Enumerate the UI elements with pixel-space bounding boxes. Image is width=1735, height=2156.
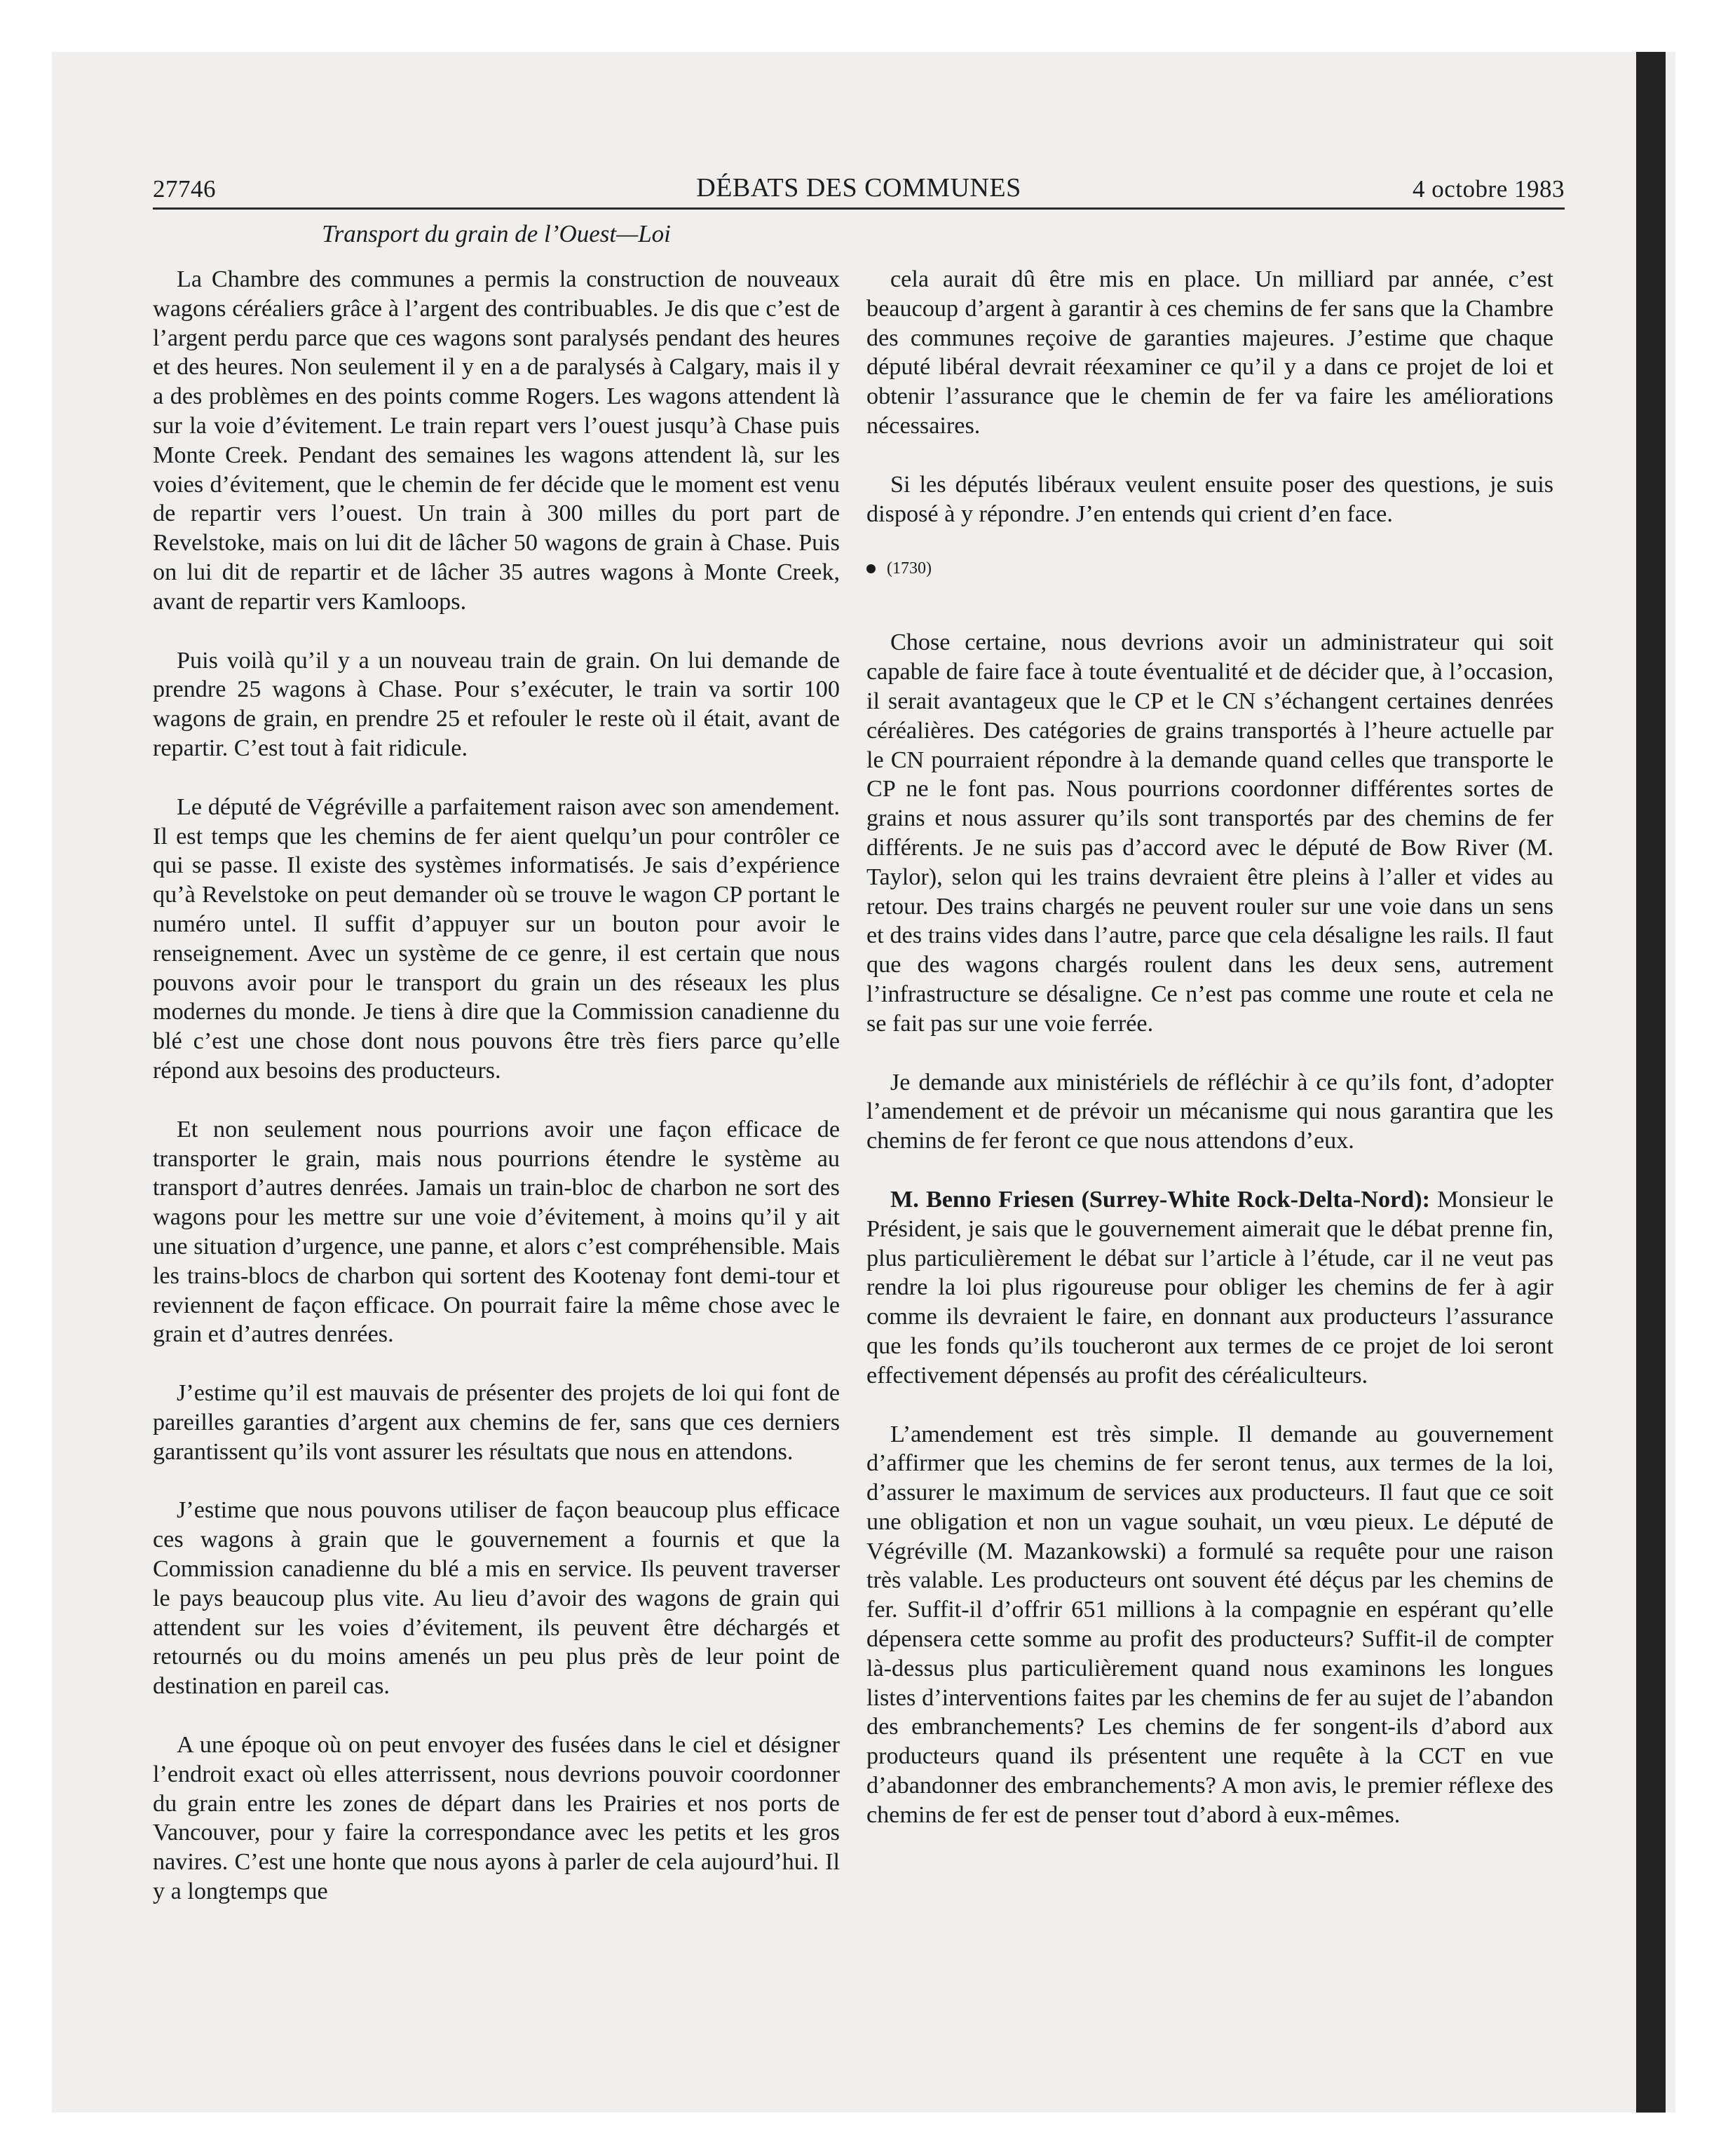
speaker-name: M. Benno Friesen (Surrey-White Rock-Delta-Nord):	[890, 1186, 1431, 1213]
speech-paragraph	[866, 1185, 1553, 1391]
paragraph: J’estime qu’il est mauvais de présenter des projets de loi qui font de pareilles garanties d’argent aux chemins de fer, sans que ces derniers garantissent qu’ils vont assurer les résultats que nous en attendons.	[153, 1380, 840, 1465]
paragraph: Puis voilà qu’il y a un nouveau train de grain. On lui demande de prendre 25 wagons à Chase. Pour s’exécuter, le train va sortir 100 wagons de grain, en prendre 25 et refouler le reste où il était, avant de repartir. C’est tout à fait ridicule.	[153, 647, 840, 761]
paragraph: Chose certaine, nous devrions avoir un administrateur qui soit capable de faire face à toute éventualité et de décider que, à l’occasion, il serait avantageux que le CP et le CN s’échangent certaines denrées céréalières. Des catégories de grains transportés à l’heure actuelle par le CN pourraient répondre à la demande quand celles que transporte le CP ne le font pas. Nous pourrions coordonner différentes sortes de grains et nous assurer qu’ils sont transportés par des chemins de fer différents. Je ne suis pas d’accord avec le député de Bow River (M. Taylor), selon qui les trains devraient être pleins à l’aller et vides au retour. Des trains chargés ne peuvent rouler sur une voie dans un sens et des trains vides dans l’autre, parce que cela désaligne les rails. Il faut que des wagons chargés roulent dans les deux sens, autrement l’infrastructure se désaligne. Ce n’est pas comme une route et cela ne se fait pas sur une voie ferrée.	[866, 629, 1553, 1037]
page-header	[153, 165, 1565, 210]
paragraph: Si les députés libéraux veulent ensuite poser des questions, je suis disposé à y répondre. J’en entends qui crient d’en face.	[866, 471, 1553, 527]
paragraph: L’amendement est très simple. Il demande au gouvernement d’affirmer que les chemins de fer seront tenus, aux termes de la loi, d’assurer le maximum de services aux producteurs. Il faut que ce soit une obligation et non un vague souhait, un vœu pieux. Le député de Végréville (M. Mazankowski) a formulé sa requête pour une raison très valable. Les producteurs ont souvent été déçus par les chemins de fer. Suffit-il d’offrir 651 millions à la compagnie en espérant qu’elle dépensera cette somme au profit des producteurs? Suffit-il de compter là-dessus plus particulièrement quand nous examinons les longues listes d’interventions faites par les chemins de fer au sujet de l’abandon des embranchements? Les chemins de fer songent-ils d’abord aux producteurs quand ils présentent une requête à la CCT en vue d’abandonner des embranchements? A mon avis, le premier réflexe des chemins de fer est de penser tout d’abord à eux-mêmes.	[866, 1421, 1553, 1828]
publication-title: DÉBATS DES COMMUNES	[696, 173, 1021, 203]
right-column	[866, 265, 1553, 1860]
page-date: 4 octobre 1983	[1413, 175, 1565, 203]
paragraph: La Chambre des communes a permis la construction de nouveaux wagons céréaliers grâce à l’argent des contribuables. Je dis que c’est de l’argent perdu parce que ces wagons sont paralysés pendant des heures et des heures. Non seulement il y en a de paralysés à Calgary, mais il y a des problèmes en des points comme Rogers. Les wagons attendent là sur la voie d’évitement. Le train repart vers l’ouest jusqu’à Chase puis Monte Creek. Pendant des semaines les wagons attendent là, sur les voies d’évitement, que le chemin de fer décide que le moment est venu de repartir vers l’ouest. Un train à 300 milles du port part de Revelstoke, mais on lui dit de lâcher 50 wagons de grain à Chase. Puis on lui dit de repartir et de lâcher 35 autres wagons à Monte Creek, avant de repartir vers Kamloops.	[153, 266, 840, 615]
paragraph: J’estime que nous pouvons utiliser de façon beaucoup plus efficace ces wagons à grain que le gouvernement a fournis et que la Commission canadienne du blé a mis en service. Ils peuvent traverser le pays beaucoup plus vite. Au lieu d’avoir des wagons de grain qui attendent sur les voies d’évitement, ils peuvent être déchargés et retournés ou du moins amenés un peu plus près de leur point de destination en pareil cas.	[153, 1497, 840, 1700]
speech-text: Monsieur le Président, je sais que le gouvernement aimerait que le débat prenne fin, plus particulièrement le débat sur l’article à l’étude, car il ne veut pas rendre la loi plus rigoureuse pour obliger les chemins de fer à agir comme ils devraient le faire, en donnant aux producteurs l’assurance que les fonds qu’ils toucheront aux termes de ce projet de loi seront effectivement dépensés au profit des céréaliculteurs.	[866, 1186, 1553, 1389]
scan-edge-bar	[1636, 52, 1666, 2113]
paragraph: Le député de Végréville a parfaitement raison avec son amendement. Il est temps que les chemins de fer aient quelqu’un pour contrôler ce qui se passe. Il existe des systèmes informatisés. Je sais d’expérience qu’à Revelstoke on peut demander où se trouve le wagon CP portant le numéro untel. Il suffit d’appuyer sur un bouton pour avoir le renseignement. Avec un système de ce genre, il est certain que nous pouvons avoir pour le transport du grain un des réseaux les plus modernes du monde. Je tiens à dire que la Commission canadienne du blé c’est une chose dont nous pouvons être très fiers parce qu’elle répond aux besoins des producteurs.	[153, 793, 840, 1084]
left-column	[153, 265, 840, 1936]
paragraph: A une époque où on peut envoyer des fusées dans le ciel et désigner l’endroit exact où elles atterrissent, nous devrions pouvoir coordonner du grain entre les zones de départ dans les Prairies et nos ports de Vancouver, pour y faire la correspondance avec les petits et les gros navires. C’est une honte que nous ayons à parler de cela aujourd’hui. Il y a longtemps que	[153, 1732, 840, 1905]
paragraph: cela aurait dû être mis en place. Un milliard par année, c’est beaucoup d’argent à garantir à ces chemins de fer sans que la Chambre des communes reçoive de garanties majeures. J’estime que chaque député libéral devrait réexaminer ce qu’il y a dans ce projet de loi et obtenir l’assurance que le chemin de fer va faire les améliorations nécessaires.	[866, 266, 1553, 439]
bullet-icon	[866, 564, 876, 573]
paragraph: Et non seulement nous pourrions avoir une façon efficace de transporter le grain, mais nous pourrions étendre le système au transport d’autres denrées. Jamais un train-bloc de charbon ne sort des wagons pour les mettre sur une voie d’évitement, à moins qu’il y ait une situation d’urgence, une panne, et alors c’est compréhensible. Mais les trains-blocs de charbon qui sortent des Kootenay font demi-tour et reviennent de façon efficace. On pourrait faire la même chose avec le grain et d’autres denrées.	[153, 1116, 840, 1348]
section-subhead: Transport du grain de l’Ouest—Loi	[322, 220, 671, 247]
page-number: 27746	[153, 175, 216, 203]
paragraph: Je demande aux ministériels de réfléchir à ce qu’ils font, d’adopter l’amendement et de prévoir un mécanisme qui nous garantira que les chemins de fer feront ce que nous attendons d’eux.	[866, 1069, 1553, 1154]
time-marker-text: (1730)	[887, 559, 932, 578]
time-marker	[866, 558, 1553, 579]
